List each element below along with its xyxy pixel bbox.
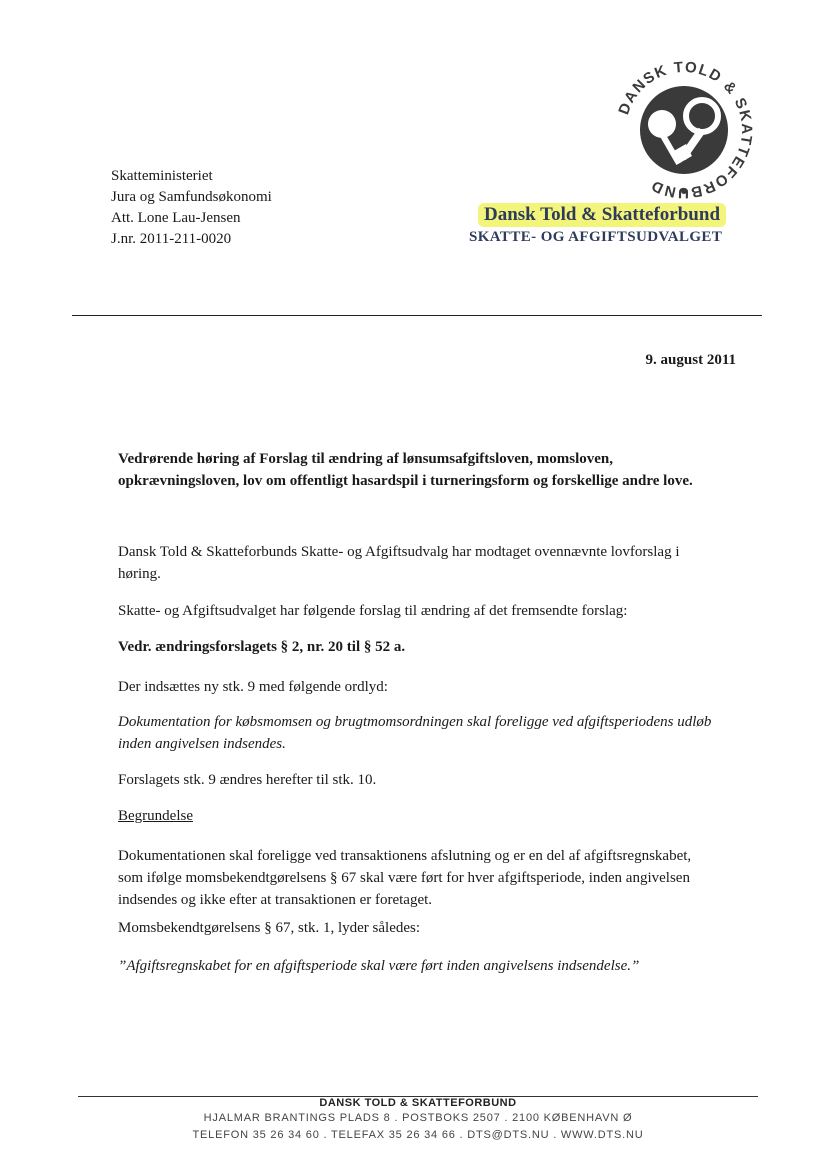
body-paragraph-regulation: Momsbekendtgørelsens § 67, stk. 1, lyder således: [118,920,421,936]
body-paragraph-insertion: Der indsættes ny stk. 9 med følgende ordlyd: [118,679,388,695]
logo-seal [608,54,760,206]
body-paragraph-renumbering: Forslagets stk. 9 ændres herefter til stk. 10. [118,772,377,788]
body-paragraph-proposal: Skatte- og Afgiftsudvalget har følgende forslag til ændring af det fremsendte forslag: [118,603,628,619]
letter-subject: Vedrørende høring af Forslag til ændring af lønsumsafgiftsloven, momsloven, opkrævningsloven, lov om offentligt hasardspil i turneringsform og forskellige andre love. [118,451,693,489]
body-quote-proposed-text: Dokumentation for købsmomsen og brugtmomsordningen skal foreligge ved afgiftsperiodens udløb inden angivelsen indsendes. [118,714,712,752]
recipient-address [111,166,272,250]
recipient-line-attention: Att. Lone Lau-Jensen [111,210,241,226]
footer-contact: TELEFON 35 26 34 60 . TELEFAX 35 26 34 66 . DTS@DTS.NU . WWW.DTS.NU [192,1129,644,1141]
sender-organization-name: Dansk Told & Skatteforbund [478,203,726,227]
body-paragraph-justification: Dokumentationen skal foreligge ved transaktionens afslutning og er en del af afgiftsregnskabet, som ifølge momsbekendtgørelsens § 67 skal være ført for hver afgiftsperiode, inden angivelsen indsendes og ikke efter at transaktionen er foretaget. [118,848,692,908]
sender-committee-name: SKATTE- OG AFGIFTSUDVALGET [469,229,723,245]
recipient-line-department: Jura og Samfundsøkonomi [111,189,272,205]
logo-seal-text: DANSK TOLD & SKATTEFORBUND [615,58,756,202]
footer-organization: DANSK TOLD & SKATTEFORBUND [319,1097,517,1109]
letter-date: 9. august 2011 [645,352,736,368]
body-heading-section-reference: Vedr. ændringsforslagets § 2, nr. 20 til § 52 a. [118,639,406,655]
body-heading-justification: Begrundelse [118,808,193,824]
body-quote-regulation: ”Afgiftsregnskabet for en afgiftsperiode skal være ført inden angivelsens indsendelse.” [118,958,640,974]
header-divider [72,315,762,316]
recipient-line-ministry: Skatteministeriet [111,168,213,184]
body-paragraph-intro: Dansk Told & Skatteforbunds Skatte- og Afgiftsudvalg har modtaget ovennævnte lovforslag i høring. [118,544,680,582]
footer-address: HJALMAR BRANTINGS PLADS 8 . POSTBOKS 2507 . 2100 KØBENHAVN Ø [203,1112,633,1124]
recipient-line-journal-number: J.nr. 2011-211-0020 [111,231,232,247]
logo-seal-icon [608,54,760,206]
